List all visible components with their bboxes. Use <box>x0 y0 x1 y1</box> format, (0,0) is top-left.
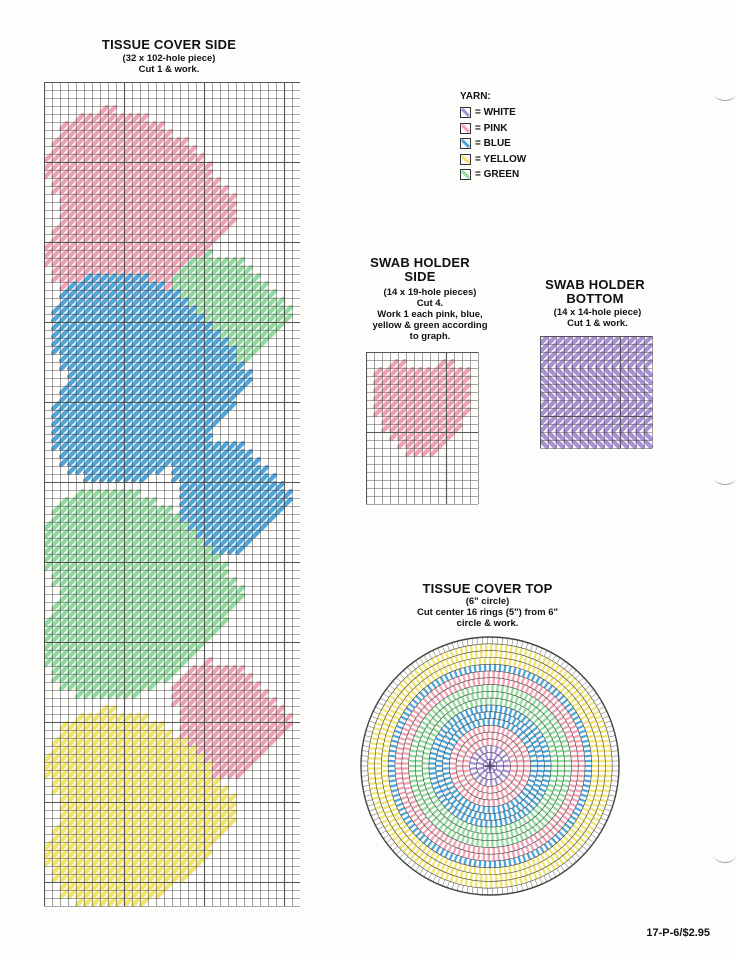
yarn-swatch-icon <box>460 138 471 149</box>
swab-holder-bottom-chart <box>540 336 654 450</box>
swab-holder-side-title-line1: SWAB HOLDER <box>370 255 470 270</box>
swab-holder-side-title <box>350 256 490 284</box>
tissue-cover-top-size: (6" circle) <box>465 596 510 607</box>
swab-holder-bottom-size: (14 x 14-hole piece) <box>553 307 642 318</box>
legend-label: = BLUE <box>475 138 511 150</box>
swab-holder-side-instruction-2: Work 1 each pink, blue, <box>377 309 483 320</box>
tissue-cover-side-size: (32 x 102-hole piece) <box>122 53 216 64</box>
swab-bottom-white-fill <box>541 337 651 447</box>
yarn-swatch-icon <box>460 169 471 180</box>
binder-hole-mark <box>714 470 736 485</box>
legend-item <box>460 167 580 183</box>
swab-holder-bottom-title-line2: BOTTOM <box>566 291 624 306</box>
yarn-swatch-icon <box>460 154 471 165</box>
tissue-cover-side-title: TISSUE COVER SIDE <box>101 37 237 52</box>
tissue-cover-top-chart <box>358 634 622 898</box>
legend-item <box>460 136 580 152</box>
tissue-cover-top-title: TISSUE COVER TOP <box>422 581 553 596</box>
yarn-legend <box>460 91 580 183</box>
swab-holder-bottom-subtitle <box>535 307 660 329</box>
yarn-swatch-icon <box>460 107 471 118</box>
legend-item <box>460 152 580 168</box>
legend-label: = WHITE <box>475 107 516 119</box>
tissue-cover-side-chart <box>44 82 300 908</box>
swab-holder-side-instruction-3: yellow & green according <box>372 320 488 331</box>
binder-hole-mark <box>714 848 736 863</box>
tissue-cover-side-instruction: Cut 1 & work. <box>138 64 200 75</box>
binder-hole-mark <box>714 86 736 101</box>
tissue-cover-top-instruction-1: Cut center 16 rings (5") from 6" <box>417 607 558 618</box>
tissue-cover-side-subtitle <box>44 53 294 75</box>
swab-holder-bottom-title <box>530 278 660 306</box>
swab-holder-side-instruction-4: to graph. <box>409 331 451 342</box>
legend-label: = YELLOW <box>475 153 527 165</box>
legend-label: = PINK <box>475 122 508 134</box>
tissue-cover-top-instruction-2: circle & work. <box>456 618 519 629</box>
page-code: 17-P-6/$2.95 <box>646 927 710 939</box>
swab-holder-side-subtitle <box>350 287 510 342</box>
swab-holder-bottom-instruction: Cut 1 & work. <box>567 318 628 329</box>
swab-holder-side-chart <box>366 352 481 506</box>
legend-heading: YARN: <box>460 91 491 102</box>
swab-holder-bottom-title-line1: SWAB HOLDER <box>545 277 645 292</box>
tissue-cover-top-subtitle <box>385 596 590 629</box>
swab-holder-side-instruction-1: Cut 4. <box>416 298 444 309</box>
legend-label: = GREEN <box>475 169 520 181</box>
swab-holder-side-title-line2: SIDE <box>404 269 436 284</box>
legend-item <box>460 105 580 121</box>
yarn-swatch-icon <box>460 123 471 134</box>
swab-holder-side-size: (14 x 19-hole pieces) <box>383 287 477 298</box>
legend-item <box>460 121 580 137</box>
